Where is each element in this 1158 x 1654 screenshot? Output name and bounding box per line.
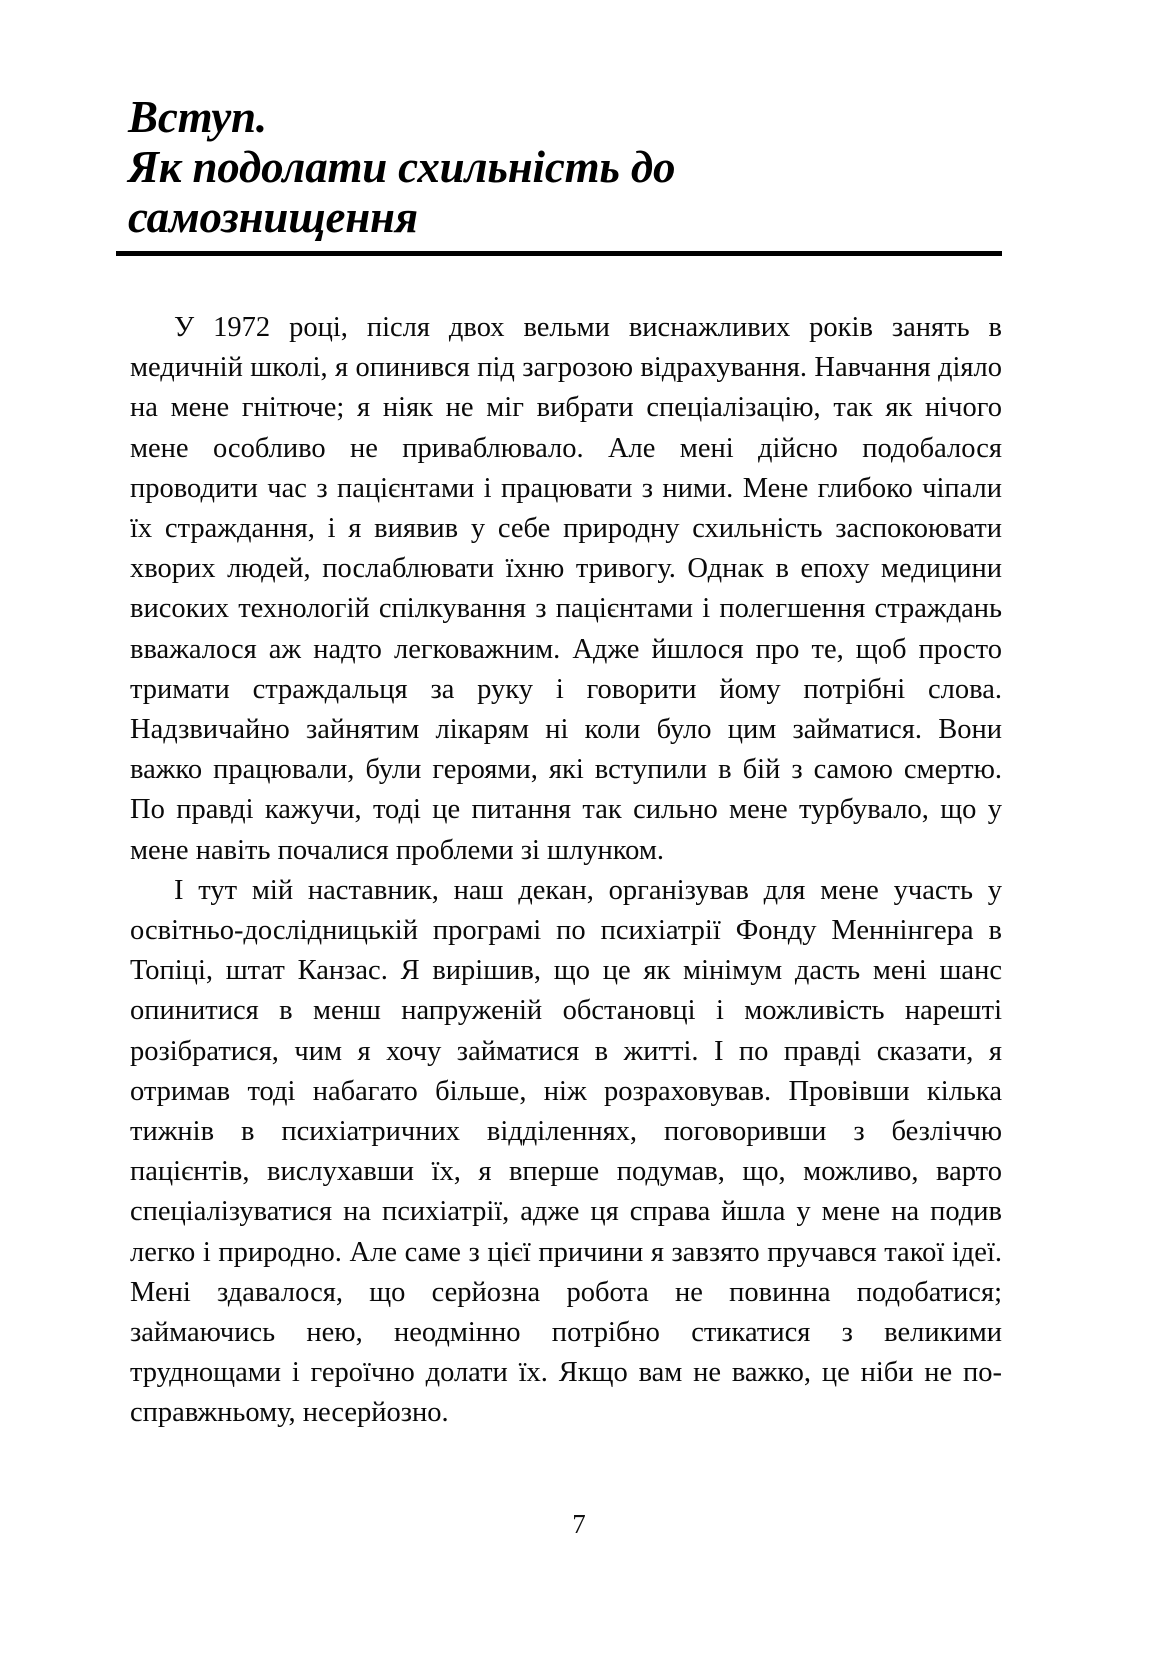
body-paragraph-1: У 1972 році, після двох вельми виснажливих років занять в медичній школі, я опинився під загрозою відрахування. Навчання діяло на мене гнітюче; я ніяк не міг вибрати спеціалізацію, так як нічого мене особливо не приваблювало. Але мені дійсно подобалося проводити час з пацієнтами і працювати з ними. Мене глибоко чіпали їх страждання, і я виявив у себе природну схильність заспокоювати хворих людей, послаблювати їхню тривогу. Однак в епоху медицини високих технологій спілкування з пацієнтами і полегшення страждань вважалося аж надто легковажним. Адже йшлося про те, щоб просто тримати страждальця за руку і говорити йому потрібні слова. Надзвичайно зайнятим лікарям ні коли було цим займатися. Вони важко працювали, були героями, які вступили в бій з самою смертю. По правді кажучи, тоді це питання так сильно мене турбувало, що у мене навіть почалися проблеми зі шлунком. — [130, 312, 1002, 866]
body-text-column — [130, 308, 1002, 1434]
chapter-heading-line-1: Вступ. — [128, 92, 267, 142]
heading-divider-rule — [116, 251, 1002, 256]
chapter-heading — [128, 92, 1008, 242]
page-number: 7 — [572, 1509, 586, 1539]
chapter-heading-line-2: Як подолати схильність до — [128, 142, 676, 192]
chapter-heading-line-3: самознищення — [128, 192, 418, 242]
body-paragraph-2: І тут мій наставник, наш декан, організував для мене участь у освітньо-дослідницькій програмі по психіатрії Фонду Меннінгера в Топіці, штат Канзас. Я вирішив, що це як мінімум дасть мені шанс опинитися в менш напруженій обстановці і можливість нарешті розібратися, чим я хочу займатися в житті. І по правді сказати, я отримав тоді набагато більше, ніж розраховував. Провівши кілька тижнів в психіатричних відділеннях, поговоривши з безліччю пацієнтів, вислухавши їх, я вперше подумав, що, можливо, варто спеціалізуватися на психіатрії, адже ця справа йшла у мене на подив легко і природно. Але саме з цієї причини я завзято пручався такої ідеї. Мені здавалося, що серйозна робота не повинна подобатися; займаючись нею, неодмінно потрібно стикатися з великими труднощами і героїчно долати їх. Якщо вам не важко, це ніби не по-справжньому, несерйозно. — [130, 874, 1002, 1429]
